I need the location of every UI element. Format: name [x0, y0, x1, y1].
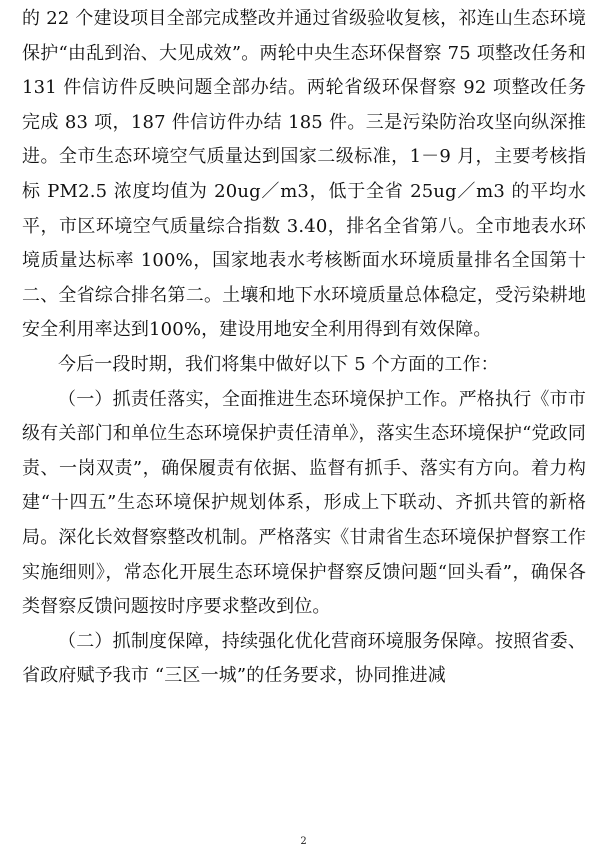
document-body [22, 2, 586, 694]
paragraph-pollution-results: 的 22 个建设项目全部完成整改并通过省级验收复核，祁连山生态环境保护“由乱到治、大见成效”。两轮中央生态环保督察 75 项整改任务和 131 件信访件反映问题全部办结。两轮省级环保督察 92 项整改任务完成 83 项，187 件信访件办结 185 件。三是污染防治攻坚向纵深推进。全市生态环境空气质量达到国家二级标准，1－9 月，主要考核指标 PM2.5 浓度均值为 20ug／m3，低于全省 25ug／m3 的平均水平，市区环境空气质量综合指数 3.40，排名全省第八。全市地表水环境质量达标率 100%，国家地表水考核断面水环境质量排名全国第十二、全省综合排名第二。土壤和地下水环境质量总体稳定，受污染耕地安全利用率达到100%，建设用地安全利用得到有效保障。 [22, 8, 586, 341]
page-number: 2 [300, 836, 307, 847]
paragraph-institutional-guarantee: （二）抓制度保障，持续强化优化营商环境服务保障。按照省委、省政府赋予我市 “三区一城”的任务要求，协同推进减 [22, 630, 586, 687]
paragraph-future-work-intro: 今后一段时期，我们将集中做好以下 5 个方面的工作： [58, 353, 499, 375]
paragraph-responsibility: （一）抓责任落实，全面推进生态环境保护工作。严格执行《市市级有关部门和单位生态环境保护责任清单》，落实生态环境保护“党政同责、一岗双责”，确保履责有依据、监督有抓手、落实有方向。着力构建“十四五”生态环境保护规划体系，形成上下联动、齐抓共管的新格局。深化长效督察整改机制。严格落实《甘肃省生态环境保护督察工作实施细则》，常态化开展生态环境保护督察反馈问题“回头看”，确保各类督察反馈问题按时序要求整改到位。 [22, 388, 586, 618]
